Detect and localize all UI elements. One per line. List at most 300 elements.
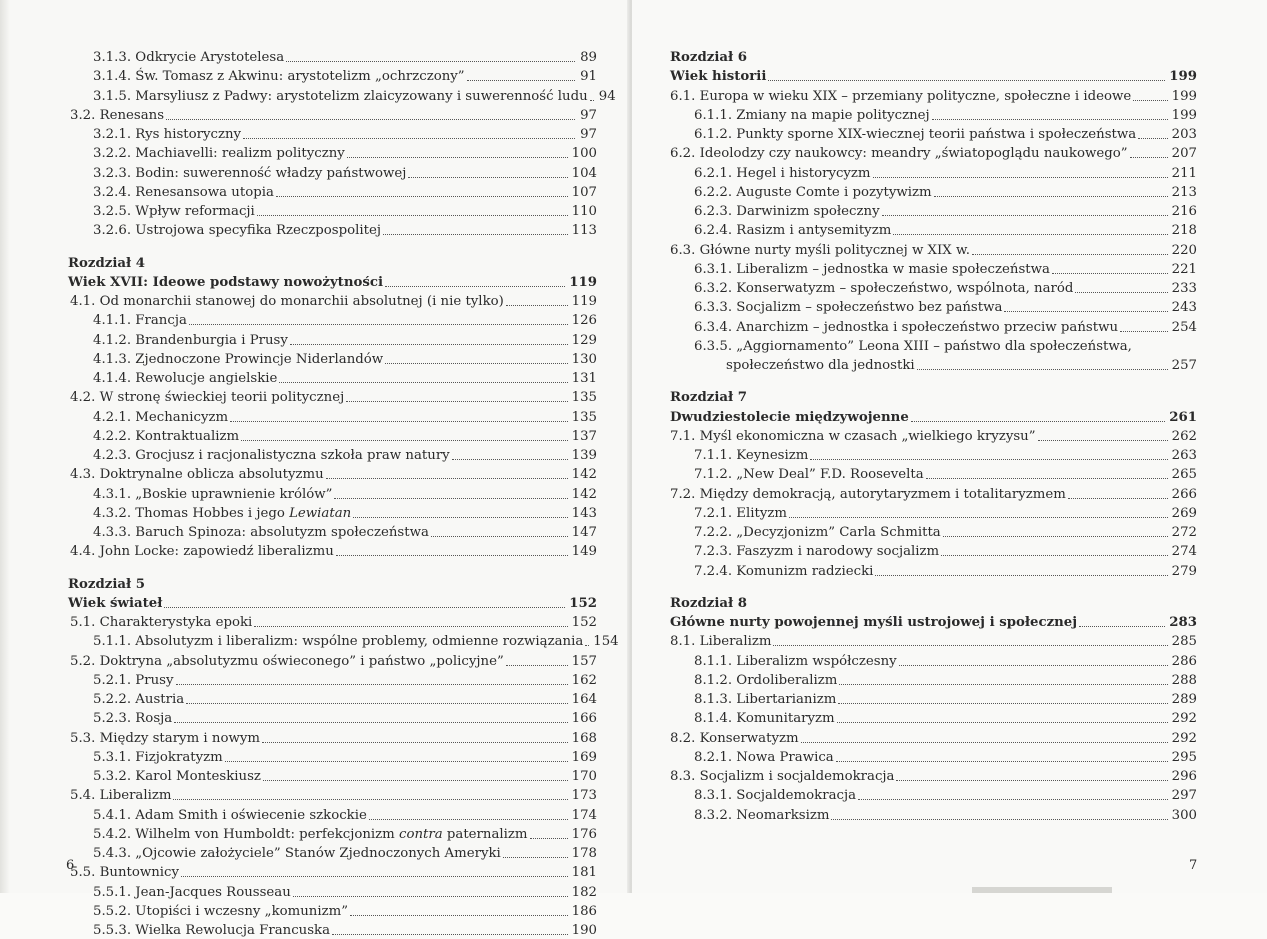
entry-title: „New Deal” F.D. Roosevelta	[736, 467, 924, 483]
chapter-label: Rozdział 4	[68, 255, 145, 271]
entry-title: W stronę świeckiej teorii politycznej	[99, 390, 345, 406]
page-number-right: 7	[1189, 858, 1198, 873]
entry-title: Ideolodzy czy naukowcy: meandry „światopoglądu naukowego”	[699, 146, 1128, 162]
entry-page-number: 107	[571, 184, 597, 200]
scan-edge	[0, 0, 10, 893]
entry-page-number: 178	[571, 846, 597, 861]
toc-entry	[670, 240, 1197, 259]
entry-page-number: 168	[571, 730, 597, 746]
dot-leader	[899, 664, 1168, 666]
chapter-label: Rozdział 7	[670, 390, 747, 406]
entry-title: Machiavelli: realizm polityczny	[135, 146, 345, 162]
dot-leader	[1075, 291, 1167, 293]
entry-title: Brandenburgia i Prusy	[135, 332, 288, 348]
entry-title: Keynesizm	[736, 448, 809, 463]
dot-leader	[230, 420, 568, 422]
entry-page-number: 97	[580, 127, 597, 142]
entry-title: „Aggiornamento” Leona XIII – państwo dla społeczeństwa,	[736, 338, 1132, 354]
entry-title: Wiek XVII: Ideowe podstawy nowożytności	[68, 274, 383, 290]
toc-entry	[70, 105, 597, 124]
toc-entry	[694, 747, 1197, 766]
dot-leader	[276, 195, 568, 197]
entry-title: „Decyzjonizm” Carla Schmitta	[736, 525, 941, 540]
toc-entry	[93, 163, 597, 182]
entry-page-number: 157	[571, 653, 597, 669]
entry-number: 5.3.2.	[93, 769, 136, 784]
entry-page-number: 113	[571, 223, 597, 239]
dot-leader	[934, 195, 1168, 197]
entry-title: Liberalizm	[699, 634, 772, 650]
dot-leader	[166, 118, 575, 120]
entry-title: Konserwatyzm	[699, 730, 799, 746]
entry-title: Nowa Prawica	[736, 749, 834, 765]
entry-title: Między demokracją, autorytaryzmem i totalitaryzmem	[699, 486, 1066, 502]
entry-page-number: 292	[1171, 730, 1197, 746]
entry-number: 8.3.	[670, 769, 700, 784]
entry-number: 8.1.	[670, 634, 700, 650]
entry-title: Wielka Rewolucja Francuska	[135, 923, 331, 938]
dot-leader	[873, 176, 1168, 178]
chapter-title-entry	[670, 612, 1197, 631]
chapter-heading	[68, 574, 145, 593]
entry-title: Socjalizm – społeczeństwo bez państwa	[736, 300, 1003, 316]
entry-number: 5.2.	[70, 653, 100, 669]
entry-title: Zmiany na mapie politycznej	[736, 107, 930, 123]
dot-leader	[431, 535, 568, 537]
entry-number: 4.4.	[70, 544, 100, 560]
toc-entry	[694, 689, 1197, 708]
toc-entry	[70, 291, 597, 310]
entry-title: Elityzm	[736, 505, 787, 521]
toc-entry	[70, 541, 597, 560]
entry-page-number: 149	[571, 544, 597, 560]
entry-page-number: 181	[571, 865, 597, 881]
entry-number: 5.4.1.	[93, 807, 136, 823]
entry-number: 6.3.	[670, 242, 700, 258]
entry-number: 7.2.3.	[694, 544, 737, 560]
toc-entry	[670, 728, 1197, 747]
entry-title: Rys historyczny	[135, 127, 242, 142]
dot-leader	[336, 554, 568, 556]
page-number-left: 6	[66, 858, 75, 873]
toc-entry	[93, 220, 597, 239]
entry-title: Baruch Spinoza: absolutyzm społeczeństwa	[135, 525, 429, 540]
entry-number: 7.1.	[670, 428, 700, 444]
entry-page-number: 174	[571, 807, 597, 823]
entry-number: 5.4.2.	[93, 826, 136, 842]
chapter-label: Rozdział 8	[670, 595, 747, 611]
toc-entry	[93, 445, 597, 464]
toc-entry	[670, 426, 1197, 445]
entry-page-number: 266	[1171, 486, 1197, 502]
toc-entry	[694, 297, 1197, 316]
entry-title: Punkty sporne XIX-wiecznej teorii państwa i społeczeństwa	[736, 127, 1137, 142]
entry-title-italic: Lewiatan	[289, 505, 352, 521]
entry-title: Thomas Hobbes i jego Lewiatan	[135, 505, 352, 521]
entry-title: Doktryna „absolutyzmu oświeconego” i państwo „policyjne”	[99, 653, 504, 669]
entry-number: 8.1.3.	[694, 692, 737, 707]
entry-number: 8.1.1.	[694, 653, 737, 669]
toc-entry	[93, 182, 597, 201]
dot-leader	[332, 933, 568, 935]
entry-page-number: 283	[1169, 615, 1197, 630]
entry-title: „Ojcowie założyciele” Stanów Zjednoczonych Ameryki	[135, 846, 501, 861]
dot-leader	[369, 818, 568, 820]
entry-number: 5.2.1.	[93, 672, 136, 688]
toc-entry	[694, 182, 1197, 201]
toc-entry	[694, 785, 1197, 804]
entry-page-number: 130	[571, 351, 597, 367]
entry-page-number: 89	[580, 50, 597, 65]
entry-page-number: 220	[1171, 242, 1197, 258]
entry-number: 5.1.1.	[93, 634, 136, 650]
toc-entry	[93, 310, 597, 329]
entry-title: Prusy	[135, 672, 174, 688]
entry-number: 6.3.4.	[694, 319, 737, 335]
entry-number: 5.2.2.	[93, 692, 136, 707]
entry-number: 4.1.4.	[93, 371, 136, 386]
entry-title: Socjaldemokracja	[736, 788, 856, 804]
dot-leader	[590, 99, 594, 101]
dot-leader	[257, 214, 568, 216]
entry-number: 6.3.3.	[694, 300, 737, 316]
entry-title: Charakterystyka epoki	[99, 615, 253, 630]
entry-number: 5.5.3.	[93, 923, 136, 938]
entry-page-number: 300	[1171, 807, 1197, 823]
entry-title: Marsyliusz z Padwy: arystotelizm zlaicyzowany i suwerenność ludu	[135, 88, 588, 104]
entry-page-number: 203	[1171, 127, 1197, 142]
toc-entry	[694, 259, 1197, 278]
entry-page-number: 143	[571, 505, 597, 521]
toc-entry	[93, 407, 597, 426]
dot-leader	[773, 644, 1167, 646]
entry-page-number: 142	[571, 467, 597, 483]
entry-title: Św. Tomasz z Akwinu: arystotelizm „ochrzczony”	[135, 69, 465, 85]
entry-title: Zjednoczone Prowincje Niderlandów	[135, 351, 384, 367]
dot-leader	[839, 683, 1167, 685]
entry-title: Buntownicy	[99, 865, 180, 881]
entry-number: 4.3.	[70, 467, 100, 483]
entry-title: Liberalizm – jednostka w masie społeczeństwa	[736, 261, 1050, 277]
toc-entry	[694, 805, 1197, 824]
entry-page-number: 265	[1171, 467, 1197, 483]
entry-page-number: 243	[1171, 300, 1197, 316]
entry-page-number: 285	[1171, 634, 1197, 650]
dot-leader	[932, 118, 1168, 120]
chapter-title-entry	[68, 272, 597, 291]
entry-page-number: 261	[1169, 409, 1197, 425]
entry-number: 6.3.2.	[694, 281, 737, 296]
entry-page-number: 166	[571, 711, 597, 727]
dot-leader	[225, 760, 568, 762]
entry-number: 3.2.3.	[93, 165, 136, 181]
toc-entry	[93, 843, 597, 862]
entry-page-number: 216	[1171, 204, 1197, 219]
entry-title: Wiek historii	[670, 69, 767, 85]
dot-leader	[810, 458, 1167, 460]
entry-page-number: 135	[571, 390, 597, 406]
dot-leader	[506, 304, 568, 306]
entry-page-number: 97	[580, 107, 597, 123]
entry-title: Rosja	[135, 711, 173, 727]
dot-leader	[254, 625, 567, 627]
toc-entry	[70, 464, 597, 483]
toc-entry	[694, 503, 1197, 522]
entry-number: 6.1.	[670, 88, 700, 104]
entry-page-number: 233	[1171, 281, 1197, 296]
entry-page-number: 279	[1171, 563, 1197, 579]
dot-leader	[290, 343, 568, 345]
entry-page-number: 257	[1171, 358, 1197, 373]
dot-leader	[452, 458, 568, 460]
entry-number: 4.1.1.	[93, 313, 136, 329]
entry-number: 3.1.5.	[93, 88, 136, 104]
dot-leader	[585, 644, 589, 646]
entry-number: 7.2.2.	[694, 525, 737, 540]
entry-number: 3.2.1.	[93, 127, 136, 142]
dot-leader	[831, 818, 1167, 820]
entry-page-number: 147	[571, 525, 597, 540]
toc-entry	[93, 330, 597, 349]
entry-page-number: 186	[571, 903, 597, 919]
toc-entry	[93, 368, 597, 387]
chapter-heading	[68, 253, 145, 272]
entry-title: Fizjokratyzm	[135, 749, 223, 765]
entry-title: Wiek świateł	[68, 595, 163, 611]
entry-title: Doktrynalne oblicza absolutyzmu	[99, 467, 324, 483]
entry-page-number: 119	[571, 294, 597, 309]
entry-number: 7.1.1.	[694, 448, 737, 463]
entry-number: 8.2.1.	[694, 749, 737, 765]
entry-number: 6.1.1.	[694, 107, 737, 123]
chapter-heading	[670, 387, 747, 406]
entry-page-number: 262	[1171, 428, 1197, 444]
dot-leader	[503, 856, 568, 858]
entry-number: 4.1.	[70, 294, 100, 309]
entry-title: Liberalizm	[99, 788, 172, 804]
entry-page-number: 211	[1171, 165, 1197, 181]
entry-title: Utopiści i wczesny „komunizm”	[135, 903, 349, 919]
entry-page-number: 100	[571, 146, 597, 162]
dot-leader	[408, 176, 567, 178]
toc-entry	[70, 785, 597, 804]
entry-title: Adam Smith i oświecenie szkockie	[135, 807, 367, 823]
entry-title: Hegel i historycyzm	[736, 165, 871, 181]
dot-leader	[896, 779, 1167, 781]
entry-page-number: 137	[571, 428, 597, 444]
toc-entry	[670, 766, 1197, 785]
entry-title: Rasizm i antysemityzm	[736, 223, 892, 239]
toc-entry	[93, 484, 597, 503]
toc-entry	[694, 124, 1197, 143]
toc-entry	[694, 220, 1197, 239]
toc-entry	[694, 445, 1197, 464]
entry-number: 4.1.2.	[93, 332, 136, 348]
entry-number: 4.2.1.	[93, 409, 136, 425]
dot-leader	[350, 914, 568, 916]
toc-entry	[726, 355, 1197, 374]
chapter-title-entry	[670, 66, 1197, 85]
entry-page-number: 297	[1171, 788, 1197, 804]
dot-leader	[530, 837, 568, 839]
dot-leader	[1079, 625, 1165, 627]
toc-entry	[93, 124, 597, 143]
dot-leader	[1052, 272, 1168, 274]
entry-title: Ordoliberalizm	[736, 672, 838, 688]
entry-title: Odkrycie Arystotelesa	[135, 50, 285, 65]
toc-entry	[93, 86, 616, 105]
dot-leader	[164, 606, 565, 608]
dot-leader	[326, 477, 568, 479]
toc-entry	[694, 317, 1197, 336]
entry-page-number: 135	[571, 409, 597, 425]
entry-number: 5.5.2.	[93, 903, 136, 919]
dot-leader	[286, 60, 575, 62]
entry-title: Główne nurty powojennej myśli ustrojowej i społecznej	[670, 615, 1078, 630]
dot-leader	[1120, 330, 1168, 332]
entry-title: Myśl ekonomiczna w czasach „wielkiego kryzysu”	[699, 428, 1036, 444]
entry-number: 3.2.	[70, 107, 100, 123]
entry-title: Grocjusz i racjonalistyczna szkoła praw natury	[135, 448, 450, 463]
entry-number: 4.2.	[70, 390, 100, 406]
entry-page-number: 296	[1171, 769, 1197, 784]
entry-page-number: 119	[569, 274, 597, 290]
entry-page-number: 139	[571, 448, 597, 463]
dot-leader	[875, 574, 1167, 576]
toc-entry	[70, 612, 597, 631]
chapter-heading	[670, 593, 747, 612]
entry-page-number: 110	[571, 204, 597, 219]
entry-number: 8.1.4.	[694, 711, 737, 727]
dot-leader	[173, 798, 567, 800]
toc-entry	[93, 689, 597, 708]
entry-page-number: 164	[571, 692, 597, 707]
entry-title: Libertarianizm	[736, 692, 837, 707]
dot-leader	[882, 214, 1168, 216]
entry-page-number: 213	[1171, 184, 1197, 200]
dot-leader	[353, 516, 567, 518]
entry-title: Wilhelm von Humboldt: perfekcjonizm contra paternalizm	[135, 826, 528, 842]
entry-title: Kontraktualizm	[135, 428, 240, 444]
entry-page-number: 91	[580, 69, 597, 85]
entry-number: 3.1.4.	[93, 69, 136, 85]
entry-number: 3.1.3.	[93, 50, 136, 65]
entry-number: 5.4.3.	[93, 846, 136, 861]
dot-leader	[768, 79, 1165, 81]
dot-leader	[383, 233, 568, 235]
entry-title: społeczeństwo dla jednostki	[726, 358, 915, 373]
entry-number: 8.3.1.	[694, 788, 737, 804]
toc-entry	[694, 336, 1197, 355]
chapter-label: Rozdział 6	[670, 50, 747, 65]
entry-number: 4.3.3.	[93, 525, 136, 540]
entry-page-number: 289	[1171, 692, 1197, 707]
entry-number: 4.3.1.	[93, 486, 136, 502]
entry-page-number: 176	[571, 826, 597, 842]
toc-entry	[694, 541, 1197, 560]
toc-entry	[93, 670, 597, 689]
entry-page-number: 131	[571, 371, 597, 386]
dot-leader	[263, 779, 568, 781]
entry-page-number: 170	[571, 769, 597, 784]
entry-number: 6.3.5.	[694, 338, 737, 354]
entry-title: Od monarchii stanowej do monarchii absolutnej (i nie tylko)	[99, 294, 504, 309]
dot-leader	[926, 477, 1168, 479]
toc-entry	[670, 143, 1197, 162]
entry-number: 3.2.5.	[93, 204, 136, 219]
entry-page-number: 199	[1171, 88, 1197, 104]
dot-leader	[385, 362, 567, 364]
dot-leader	[347, 156, 568, 158]
entry-number: 4.2.3.	[93, 448, 136, 463]
entry-number: 4.2.2.	[93, 428, 136, 444]
dot-leader	[858, 798, 1168, 800]
entry-title: Neomarksizm	[736, 807, 830, 823]
entry-title: Renesansowa utopia	[135, 184, 274, 200]
dot-leader	[189, 323, 568, 325]
entry-number: 7.2.	[670, 486, 700, 502]
entry-number: 6.3.1.	[694, 261, 737, 277]
entry-title: Karol Monteskiusz	[135, 769, 261, 784]
entry-page-number: 269	[1171, 505, 1197, 521]
toc-entry	[93, 201, 597, 220]
entry-number: 5.5.1.	[93, 884, 136, 900]
entry-title: Komunitaryzm	[736, 711, 835, 727]
toc-entry	[93, 882, 597, 901]
toc-entry	[70, 862, 597, 881]
entry-page-number: 218	[1171, 223, 1197, 239]
entry-page-number: 199	[1171, 107, 1197, 123]
dot-leader	[893, 233, 1167, 235]
entry-page-number: 152	[571, 615, 597, 630]
entry-page-number: 221	[1171, 261, 1197, 277]
entry-page-number: 94	[598, 88, 616, 104]
dot-leader	[181, 875, 568, 877]
dot-leader	[176, 683, 568, 685]
entry-page-number: 295	[1171, 749, 1197, 765]
entry-title: Między starym i nowym	[99, 730, 260, 746]
entry-number: 8.1.2.	[694, 672, 737, 688]
toc-entry	[93, 805, 597, 824]
chapter-heading	[670, 47, 747, 66]
dot-leader	[1004, 310, 1167, 312]
dot-leader	[801, 741, 1168, 743]
dot-leader	[836, 760, 1168, 762]
toc-entry	[694, 708, 1197, 727]
entry-page-number: 162	[571, 672, 597, 688]
chapter-title-entry	[68, 593, 597, 612]
dot-leader	[346, 400, 567, 402]
entry-title: Socjalizm i socjaldemokracja	[699, 769, 895, 784]
dot-leader	[917, 368, 1168, 370]
toc-entry	[93, 143, 597, 162]
toc-entry	[93, 708, 597, 727]
toc-entry	[670, 631, 1197, 650]
dot-leader	[972, 253, 1168, 255]
toc-entry	[694, 522, 1197, 541]
entry-title: Auguste Comte i pozytywizm	[736, 184, 932, 200]
entry-number: 6.2.1.	[694, 165, 737, 181]
entry-number: 5.1.	[70, 615, 100, 630]
entry-number: 3.2.4.	[93, 184, 136, 200]
chapter-title-entry	[670, 407, 1197, 426]
entry-title: Bodin: suwerenność władzy państwowej	[135, 165, 407, 181]
toc-entry	[694, 278, 1197, 297]
toc-entry	[694, 561, 1197, 580]
entry-number: 3.2.2.	[93, 146, 136, 162]
entry-page-number: 286	[1171, 653, 1197, 669]
entry-number: 5.2.3.	[93, 711, 136, 727]
